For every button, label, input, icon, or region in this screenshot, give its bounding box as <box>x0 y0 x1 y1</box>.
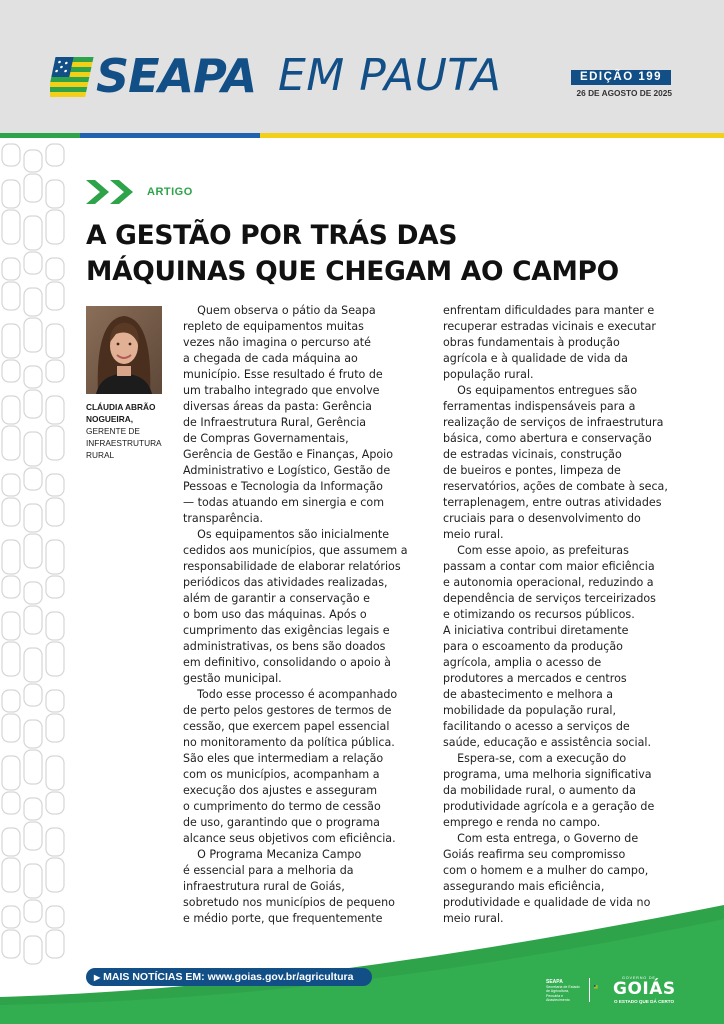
article-line: de uso, garantindo que o programa <box>183 816 380 829</box>
article-line: realização de serviços de infraestrutura <box>443 416 664 429</box>
article-line: facilitando o acesso a serviços de <box>443 720 630 733</box>
article-line: administrativas, os bens são doados <box>183 640 386 653</box>
article-line: e autonomia operacional, reduzindo a <box>443 576 654 589</box>
article-line: população rural. <box>443 368 534 381</box>
article-line: de Infraestrutura Rural, Gerência <box>183 416 367 429</box>
article-line: município. Esse resultado é fruto de <box>183 368 383 381</box>
article-line: com os municípios, acompanham a <box>183 768 380 781</box>
brand-seapa: SEAPA <box>96 49 257 103</box>
article-line: transparência. <box>183 512 264 525</box>
brand-em-pauta: EM PAUTA <box>278 50 502 101</box>
article-line: Com esse apoio, as prefeituras <box>443 544 629 557</box>
article-line: é essencial para a melhoria da <box>183 864 354 877</box>
article-line: São eles que intermediam a relação <box>183 752 384 765</box>
article-line: dependência de serviços terceirizados <box>443 592 656 605</box>
article-line: e otimizando os recursos públicos. <box>443 608 635 621</box>
article-line: de perto pelos gestores de termos de <box>183 704 392 717</box>
article-line: Com esta entrega, o Governo de <box>443 832 639 845</box>
article-line: repleto de equipamentos muitas <box>183 320 364 333</box>
article-line: cessão, que exercem papel essencial <box>183 720 390 733</box>
article-line: produtores a mercados e centros <box>443 672 627 685</box>
triangle-right-icon: ▶ <box>94 973 101 982</box>
article-line: produtividade agrícola e a geração de <box>443 800 655 813</box>
article-headline <box>86 218 706 290</box>
article-line: mobilidade da população rural, <box>443 704 617 717</box>
article-line: com o homem e a mulher do campo, <box>443 864 649 877</box>
article-line: de estradas vicinais, construção <box>443 448 622 461</box>
article-line: obras fundamentais à produção <box>443 336 620 349</box>
article-line: saúde, educação e assistência social. <box>443 736 651 749</box>
article-line: Os equipamentos são inicialmente <box>183 528 390 541</box>
article-line: cumprimento das exigências legais e <box>183 624 390 637</box>
article-line: e médio porte, que frequentemente <box>183 912 383 925</box>
gov-top-label: GOVERNO DE <box>622 976 656 980</box>
headline-line: A GESTÃO POR TRÁS DAS <box>86 220 458 251</box>
author-role-line: RURAL <box>86 450 115 460</box>
article-line: em definitivo, consolidando o apoio à <box>183 656 391 669</box>
article-line: O Programa Mecaniza Campo <box>183 848 362 861</box>
masthead-color-stripe <box>0 133 724 138</box>
article-line: agrícola e à qualidade de vida da <box>443 352 628 365</box>
author-name-line: CLÁUDIA ABRÃO <box>86 402 156 412</box>
article-line: programa, uma melhoria significativa <box>443 768 652 781</box>
gov-name: GOIÁS <box>613 979 676 999</box>
seapa-footer-desc: Pecuária e <box>546 993 564 998</box>
article-line: diversas áreas da pasta: Gerência <box>183 400 372 413</box>
article-line: básica, como abertura e conservação <box>443 432 652 445</box>
article-line: o cumprimento do termo de cessão <box>183 800 381 813</box>
article-line: para o escoamento da produção <box>443 640 623 653</box>
article-line: vezes não imagina o percurso até <box>183 336 371 349</box>
seapa-footer-name: SEAPA <box>546 979 563 985</box>
article-line: responsabilidade de elaborar relatórios <box>183 560 401 573</box>
article-line: enfrentam dificuldades para manter e <box>443 304 655 317</box>
article-line: de Compras Governamentais, <box>183 432 349 445</box>
article-line: Os equipamentos entregues são <box>443 384 637 397</box>
article-line: além de garantir a conservação e <box>183 592 370 605</box>
author-role-line: INFRAESTRUTURA <box>86 438 162 448</box>
article-line: periódicos das atividades realizadas, <box>183 576 388 589</box>
article-line: Administrativo e Logístico, Gestão de <box>183 464 391 477</box>
article-line: — todas atuando em sinergia e com <box>183 496 385 509</box>
article-line: Gerência de Gestão e Finanças, Apoio <box>183 448 394 461</box>
article-line: execução dos ajustes e asseguram <box>183 784 378 797</box>
article-line: terraplenagem, entre outras atividades <box>443 496 662 509</box>
article-line: Todo esse processo é acompanhado <box>183 688 398 701</box>
article-line: um trabalho integrado que envolve <box>183 384 380 397</box>
article-line: meio rural. <box>443 528 504 541</box>
seapa-footer-logo <box>546 979 586 1003</box>
article-column-1 <box>183 303 413 927</box>
headline-line: MÁQUINAS QUE CHEGAM AO CAMPO <box>86 256 619 287</box>
article-line: o bom uso das máquinas. Após o <box>183 608 367 621</box>
article-line: passam a contar com maior eficiência <box>443 560 655 573</box>
article-line: recuperar estradas vicinais e executar <box>443 320 656 333</box>
article-line: gestão municipal. <box>183 672 282 685</box>
article-line: Espera-se, com a execução do <box>443 752 627 765</box>
author-photo <box>86 306 162 394</box>
author-role <box>86 425 176 461</box>
more-news-link[interactable] <box>86 968 372 986</box>
article-line: Pessoas e Tecnologia da Informação <box>183 480 383 493</box>
article-line: cruciais para o desenvolvimento do <box>443 512 641 525</box>
article-line: Quem observa o pátio da Seapa <box>183 304 376 317</box>
article-line: ferramentas indispensáveis para a <box>443 400 636 413</box>
article-line: produtividade e qualidade de vida no <box>443 896 651 909</box>
footer-divider <box>589 978 590 1002</box>
goias-footer-flag-icon <box>594 978 612 998</box>
section-label: ARTIGO <box>147 186 193 198</box>
author-name <box>86 401 176 425</box>
gov-slogan: O ESTADO QUE DÁ CERTO <box>614 999 675 1004</box>
edition-date: 26 DE AGOSTO DE 2025 <box>576 88 672 98</box>
article-line: alcance seus objetivos com eficiência. <box>183 832 396 845</box>
seapa-footer-desc: de Agricultura, <box>546 989 569 994</box>
article-line: cedidos aos municípios, que assumem a <box>183 544 408 557</box>
article-line: infraestrutura rural de Goiás, <box>183 880 345 893</box>
article-line: a chegada de cada máquina ao <box>183 352 358 365</box>
chevrons-icon <box>86 180 138 204</box>
goias-flag-icon <box>50 55 94 99</box>
article-line: meio rural. <box>443 912 504 925</box>
article-column-2 <box>443 303 683 927</box>
article-line: Goiás reafirma seu compromisso <box>443 848 626 861</box>
article-line: assegurando mais eficiência, <box>443 880 605 893</box>
more-news-text: MAIS NOTÍCIAS EM: www.goias.gov.br/agricultura <box>103 971 354 983</box>
article-line: A iniciativa contribui diretamente <box>443 624 629 637</box>
edition-badge: EDIÇÃO 199 <box>571 70 671 85</box>
article-line: no monitoramento da política pública. <box>183 736 395 749</box>
article-line: de abastecimento e melhora a <box>443 688 614 701</box>
author-role-line: GERENTE DE <box>86 426 140 436</box>
seapa-footer-desc: Abastecimento <box>546 998 570 1003</box>
decorative-pattern <box>0 140 66 965</box>
article-line: emprego e renda no campo. <box>443 816 601 829</box>
article-line: da mobilidade rural, o aumento da <box>443 784 636 797</box>
article-line: de bueiros e pontes, limpeza de <box>443 464 621 477</box>
article-line: agrícola, amplia o acesso de <box>443 656 602 669</box>
seapa-footer-desc: Secretaria de Estado <box>546 985 580 989</box>
article-line: reservatórios, ações de combate à seca, <box>443 480 668 493</box>
article-line: sobretudo nos municípios de pequeno <box>183 896 395 909</box>
footer-wave <box>0 905 724 1024</box>
author-name-line: NOGUEIRA, <box>86 414 134 424</box>
